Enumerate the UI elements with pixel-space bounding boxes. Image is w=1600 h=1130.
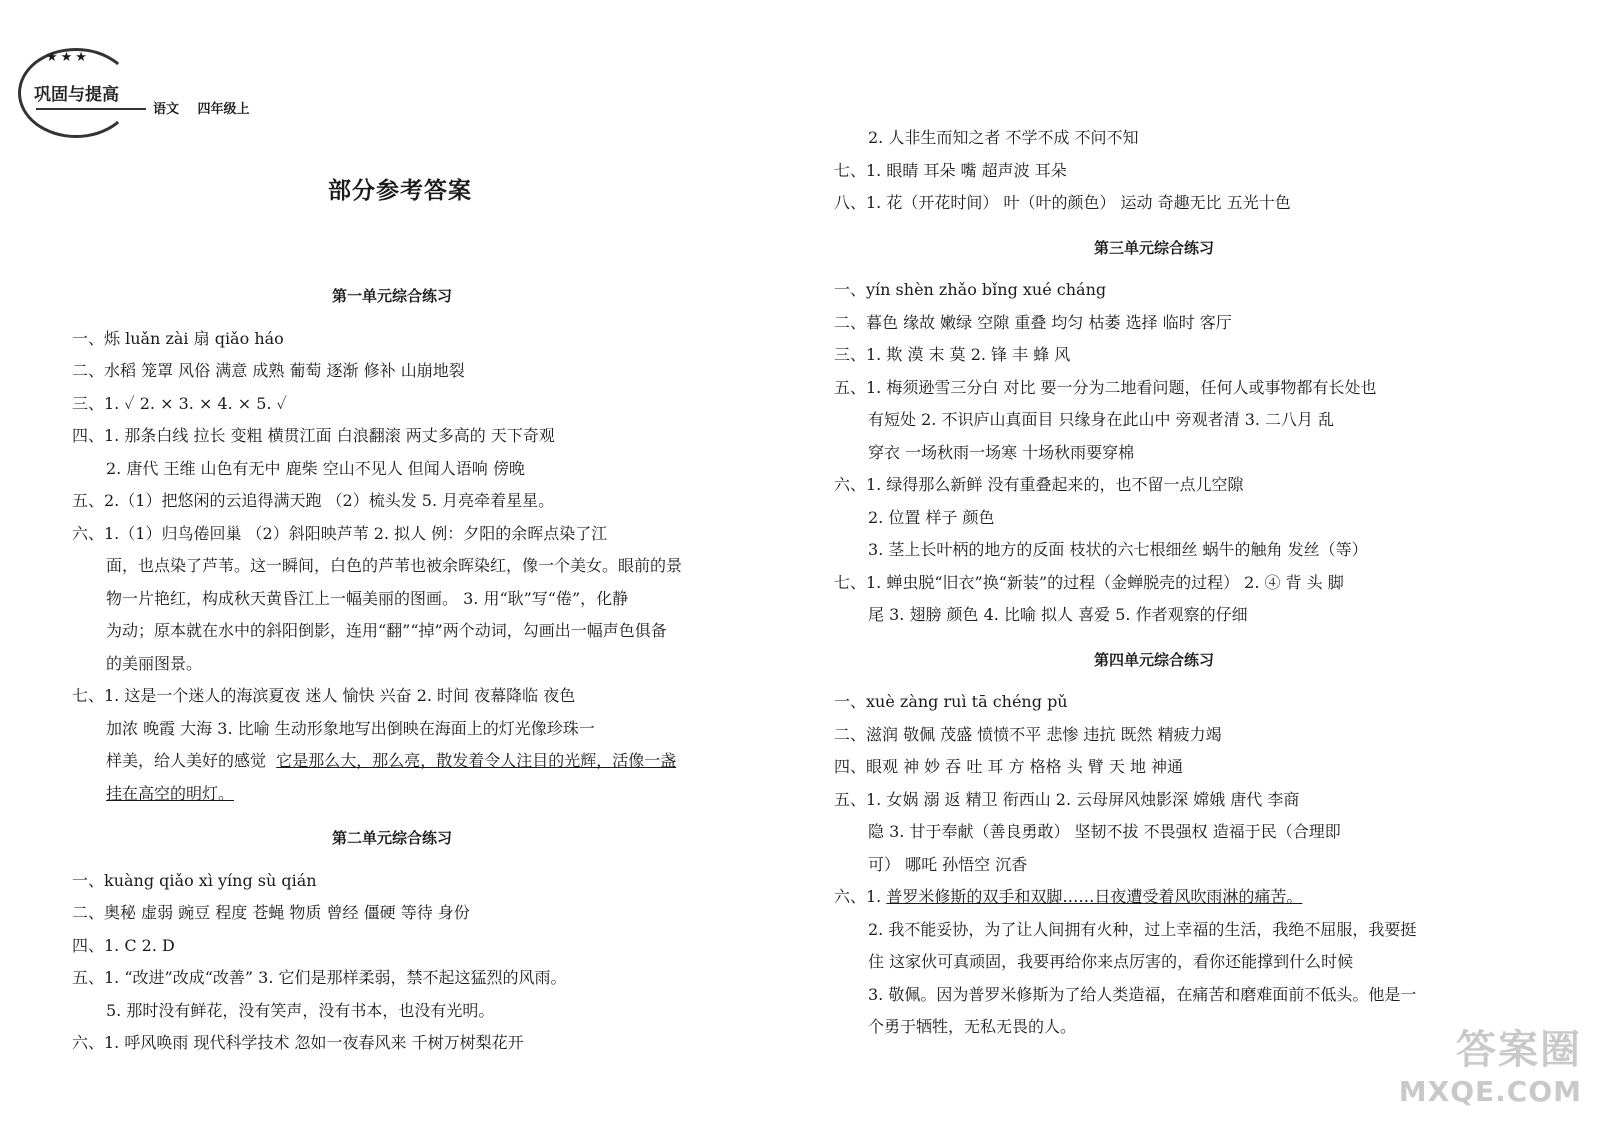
answer-line: 七、1. 蝉虫脱“旧衣”换“新装”的过程（金蝉脱壳的过程） 2. ④ 背 头 脚 xyxy=(834,572,1344,592)
answer-line: 三、1. ✓ 2. × 3. × 4. × 5. ✓ xyxy=(72,393,287,413)
answer-line: 2. 人非生而知之者 不学不成 不问不知 xyxy=(868,128,1139,147)
answer-line: 八、1. 花（开花时间） 叶（叶的颜色） 运动 奇趣无比 五光十色 xyxy=(834,193,1291,212)
right-page xyxy=(800,0,1600,1130)
answer-line: 四、1. C 2. D xyxy=(72,935,175,955)
answer-line: 四、眼观 神 妙 吞 吐 耳 方 格格 头 臂 天 地 神通 xyxy=(834,757,1184,776)
answer-line: 3. 敬佩。因为普罗米修斯为了给人类造福，在痛苦和磨难面前不低头。他是一 xyxy=(868,984,1417,1004)
section-heading-unit-1: 第一单元综合练习 xyxy=(331,287,452,305)
answer-line: 七、1. 眼睛 耳朵 嘴 超声波 耳朵 xyxy=(834,160,1067,180)
series-logo: 巩固与提高 xyxy=(34,85,119,105)
section-heading-unit-3: 第三单元综合练习 xyxy=(1093,238,1214,257)
answer-line: 有短处 2. 不识庐山真面目 只缘身在此山中 旁观者清 3. 二八月 乱 xyxy=(868,410,1335,429)
answer-line: 二、水稻 笼罩 风俗 满意 成熟 葡萄 逐渐 修补 山崩地裂 xyxy=(72,361,465,380)
header-subtitle xyxy=(153,98,264,117)
underlined-answer: 挂在高空的明灯。 xyxy=(106,783,235,803)
watermark-logo: 答案圈 xyxy=(1456,1027,1582,1073)
answer-line: 尾 3. 翅膀 颜色 4. 比喻 拟人 喜爱 5. 作者观察的仔细 xyxy=(868,605,1248,624)
answer-line: 一、xuè zàng ruì tā chéng pǔ xyxy=(834,692,1068,711)
logo-stars: ★★★ xyxy=(46,50,90,65)
answer-line: 穿衣 一场秋雨一场寒 十场秋雨要穿棉 xyxy=(868,442,1135,462)
answer-line: 加浓 晚霞 大海 3. 比喻 生动形象地写出倒映在海面上的灯光像珍珠一 xyxy=(106,718,595,738)
answer-line: 二、奥秘 虚弱 豌豆 程度 苍蝇 物质 曾经 僵硬 等待 身份 xyxy=(72,903,470,922)
answer-text: 样美，给人美好的感觉 xyxy=(106,751,267,770)
answer-line: 二、暮色 缘故 嫩绿 空隙 重叠 均匀 枯萎 选择 临时 客厅 xyxy=(834,312,1232,332)
answer-line: 2. 唐代 王维 山色有无中 鹿柴 空山不见人 但闻人语响 傍晚 xyxy=(106,458,525,478)
answer-line xyxy=(834,881,1474,914)
answer-line: 二、滋润 敬佩 茂盛 愤愤不平 悲惨 违抗 既然 精疲力竭 xyxy=(834,724,1222,744)
answer-line: 六、1. 绿得那么新鲜 没有重叠起来的，也不留一点儿空隙 xyxy=(834,475,1244,494)
section-heading-unit-2: 第二单元综合练习 xyxy=(331,829,452,847)
left-column xyxy=(72,268,712,1060)
answer-line: 3. 茎上长叶柄的地方的反面 枝状的六七根细丝 蜗牛的触角 发丝（等） xyxy=(868,540,1368,559)
answer-line: 的美丽图景。 xyxy=(106,653,203,673)
answer-line: 为动；原本就在水中的斜阳倒影，连用“翻”“掉”两个动词，勾画出一幅声色俱备 xyxy=(106,621,667,640)
answer-line: 五、2.（1）把悠闲的云追得满天跑 （2）梳头发 5. 月亮牵着星星。 xyxy=(72,491,555,510)
answer-line: 五、1. 梅须逊雪三分白 对比 要一分为二地看问题，任何人或事物都有长处也 xyxy=(834,377,1377,397)
answer-line: 四、1. 那条白线 拉长 变粗 横贯江面 白浪翻滚 两丈多高的 天下奇观 xyxy=(72,426,555,445)
logo-underline xyxy=(36,108,146,110)
right-column xyxy=(834,122,1474,1044)
underlined-answer: 普罗米修斯的双手和双脚……日夜遭受着风吹雨淋的痛苦。 xyxy=(886,887,1303,906)
answer-line: 2. 我不能妥协，为了让人间拥有火种，过上幸福的生活，我绝不屈服，我要挺 xyxy=(868,919,1417,939)
answer-line: 五、1. 女娲 溺 返 精卫 衔西山 2. 云母屏风烛影深 嫦娥 唐代 李商 xyxy=(834,789,1300,809)
answer-line: 三、1. 欺 漠 末 莫 2. 锋 丰 蜂 风 xyxy=(834,345,1071,364)
answer-line: 一、yín shèn zhǎo bǐng xué cháng xyxy=(834,280,1107,299)
answer-line: 可） 哪吒 孙悟空 沉香 xyxy=(868,854,1028,874)
answer-line xyxy=(72,778,712,811)
answer-line: 5. 那时没有鲜花，没有笑声，没有书本，也没有光明。 xyxy=(106,1000,495,1020)
answer-line: 2. 位置 样子 颜色 xyxy=(868,507,995,527)
subject-label: 语文 xyxy=(153,102,180,117)
answer-line: 五、1. “改进”改成“改善” 3. 它们是那样柔弱，禁不起这猛烈的风雨。 xyxy=(72,968,567,987)
answer-prefix: 六、1. xyxy=(834,887,887,906)
answer-line xyxy=(72,745,712,778)
section-heading-unit-4: 第四单元综合练习 xyxy=(1093,650,1214,669)
page-header xyxy=(18,40,288,135)
answer-line: 一、kuàng qiǎo xì yíng sù qián xyxy=(72,870,317,890)
answer-line: 住 这家伙可真顽固，我要再给你来点厉害的，看你还能撑到什么时候 xyxy=(868,952,1354,971)
answer-line: 一、烁 luǎn zài 扇 qiǎo háo xyxy=(72,328,284,348)
answer-line: 七、1. 这是一个迷人的海滨夏夜 迷人 愉快 兴奋 2. 时间 夜幕降临 夜色 xyxy=(72,686,576,705)
answer-line: 物一片艳红，构成秋天黄昏江上一幅美丽的图画。 3. 用“耿”写“倦”，化静 xyxy=(106,588,629,608)
answer-line: 个勇于牺牲，无私无畏的人。 xyxy=(868,1017,1077,1036)
watermark-url: MXQE.COM xyxy=(1398,1075,1582,1108)
watermark xyxy=(1399,1018,1582,1108)
grade-label: 四年级上 xyxy=(197,102,250,117)
page-title: 部分参考答案 xyxy=(328,178,472,204)
answer-line: 面，也点染了芦苇。这一瞬间，白色的芦苇也被余晖染红，像一个美女。眼前的景 xyxy=(106,556,683,575)
answer-line: 六、1.（1）归鸟倦回巢 （2）斜阳映芦苇 2. 拟人 例：夕阳的余晖点染了江 xyxy=(72,523,608,543)
underlined-answer: 它是那么大，那么亮，散发着令人注目的光辉，活像一盏 xyxy=(276,751,677,770)
answer-line: 六、1. 呼风唤雨 现代科学技术 忽如一夜春风来 千树万树梨花开 xyxy=(72,1033,524,1052)
answer-line: 隐 3. 甘于奉献（善良勇敢） 坚韧不拔 不畏强权 造福于民（合理即 xyxy=(868,822,1341,841)
